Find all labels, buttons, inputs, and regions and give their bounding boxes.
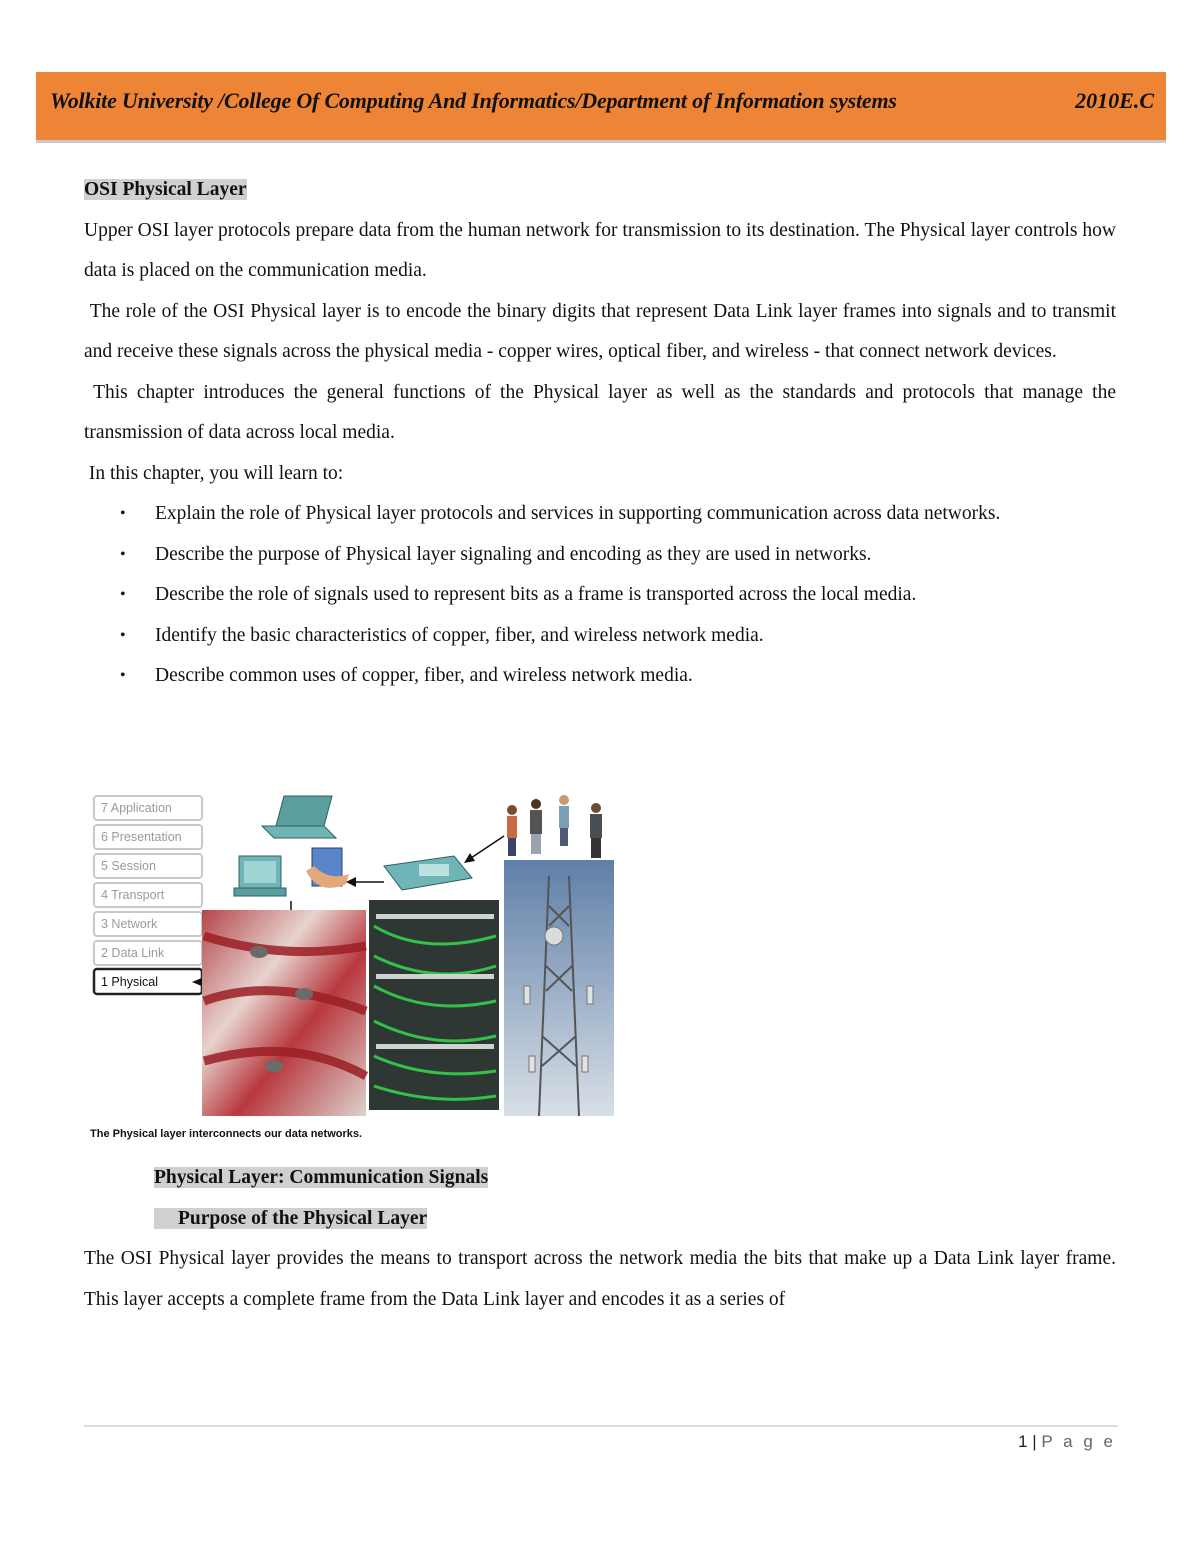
learning-objectives-list bbox=[84, 494, 1116, 697]
list-item: • Describe the purpose of Physical layer signaling and encoding as they are used in networks. bbox=[84, 535, 1116, 576]
section-communication-signals bbox=[84, 1158, 1116, 1320]
laptop-icon bbox=[262, 796, 336, 838]
paragraph: The role of the OSI Physical layer is to encode the binary digits that represent Data Link layer frames into signals and to transmit and receive these signals across the physical media - copper wires, optical fiber, and wireless - that connect network devices. bbox=[84, 300, 1117, 362]
paragraph: In this chapter, you will learn to: bbox=[88, 462, 344, 484]
page-number: 1 bbox=[1018, 1432, 1028, 1451]
desktop-computer-icon bbox=[234, 856, 286, 896]
list-item: • Describe the role of signals used to represent bits as a frame is transported across the local media. bbox=[84, 575, 1116, 616]
section-osi-physical-layer bbox=[84, 170, 1116, 697]
figure-caption: The Physical layer interconnects our data networks. bbox=[90, 1128, 363, 1140]
osi-layer-stack bbox=[94, 796, 202, 994]
paragraph: This chapter introduces the general functions of the Physical layer as well as the standards and protocols that manage the transmission of data across local media. bbox=[84, 381, 1116, 443]
document-header bbox=[36, 72, 1166, 143]
header-title: Wolkite University /College Of Computing And Informatics/Department of Information systems bbox=[50, 88, 897, 113]
list-item: • Identify the basic characteristics of copper, fiber, and wireless network media. bbox=[84, 616, 1116, 657]
tablet-icon bbox=[306, 848, 349, 888]
footer-divider bbox=[84, 1425, 1118, 1427]
page-label: P a g e bbox=[1041, 1432, 1116, 1451]
list-item: • Explain the role of Physical layer protocols and services in supporting communication across data networks. bbox=[84, 494, 1116, 535]
layer-label: 4 Transport bbox=[101, 888, 165, 902]
section-heading: Physical Layer: Communication Signals bbox=[154, 1167, 489, 1188]
people-icon bbox=[507, 795, 602, 858]
section-heading: OSI Physical Layer bbox=[84, 179, 247, 200]
layer-label: 6 Presentation bbox=[101, 830, 182, 844]
header-year: 2010E.C bbox=[1075, 88, 1154, 113]
layer-label: 5 Session bbox=[101, 859, 156, 873]
layer-label: 3 Network bbox=[101, 917, 158, 931]
list-item: • Describe common uses of copper, fiber, and wireless network media. bbox=[84, 656, 1116, 697]
layer-label: 7 Application bbox=[101, 801, 172, 815]
layer-label: 2 Data Link bbox=[101, 946, 165, 960]
ip-phone-icon bbox=[384, 856, 472, 890]
paragraph: Upper OSI layer protocols prepare data from the human network for transmission to its destination. The Physical layer controls how data is placed on the communication media. bbox=[84, 219, 1116, 281]
page-footer: 1 | P a g e bbox=[1018, 1432, 1116, 1451]
paragraph: The OSI Physical layer provides the means to transport across the network media the bits that make up a Data Link layer frame. This layer accepts a complete frame from the Data Link layer and encodes it as a series of bbox=[84, 1248, 1116, 1310]
layer-label-physical: 1 Physical bbox=[101, 975, 158, 989]
physical-layer-figure bbox=[84, 786, 624, 1144]
subsection-heading: Purpose of the Physical Layer bbox=[154, 1208, 427, 1229]
